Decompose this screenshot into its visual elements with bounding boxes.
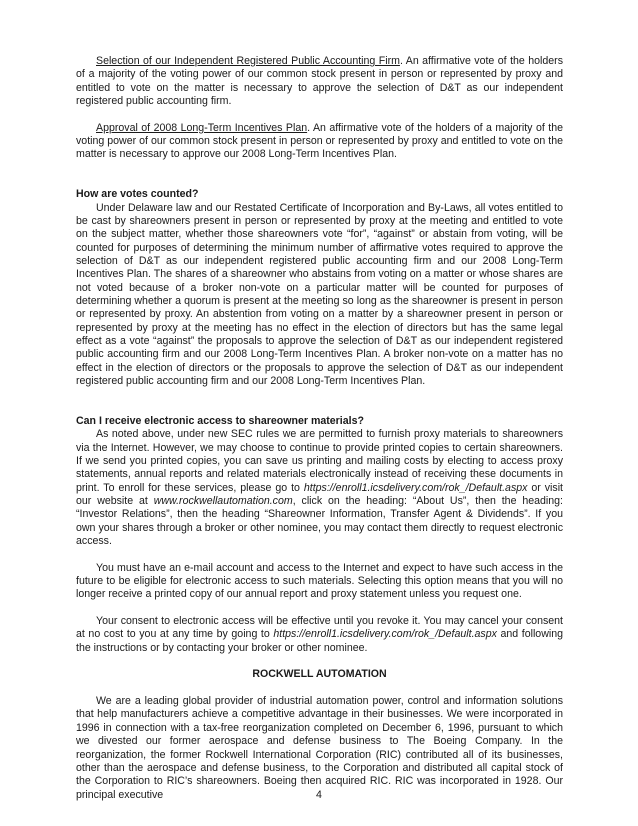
ea-p1-text-b: or visit our website at [76, 481, 563, 507]
company-text: We are a leading global provider of industrial automation power, control and information solutions that help manufacturers achieve a competitive advantage in their businesses. We were incorporated in 1996 in connection with a tax-free reorganization completed on December 6, 1996, pursuant to which we divested our former aerospace and defense business to The Boeing Company. In the reorganization, the former Rockwell International Corporation (RIC) contributed all of its businesses, other than the aerospace and defense business, to the Corporation and distributed all capital stock of the Corporation to RIC’s shareowners. Boeing then acquired RIC. RIC was incorporated in 1928. Our principal executive [76, 695, 563, 801]
electronic-access-paragraph-2: You must have an e-mail account and access to the Internet and expect to have such access in the future to be eligible for electronic access to such materials. Selecting this option means that you will no longer receive a printed copy of our annual report and proxy statement unless you request one. [76, 561, 563, 601]
electronic-access-paragraph-1 [76, 428, 563, 548]
ea-p1-text-c: , click on the heading: “About Us”, then the heading: “Investor Relations”, then the heading “Shareowner Information, Transfer Agent & Dividends”. If you own your shares through a broker or other nominee, you may contact them directly to request electronic access. [76, 494, 563, 547]
enroll-url[interactable]: https://enroll1.icsdelivery.com/rok_/Default.aspx [303, 481, 528, 494]
document-page [76, 55, 563, 802]
votes-counted-heading: How are votes counted? [76, 188, 199, 201]
company-heading: ROCKWELL AUTOMATION [252, 668, 387, 681]
ea-p1-text-a: As noted above, under new SEC rules we are permitted to furnish proxy materials to shareowners via the Internet. However, we may choose to continue to provide printed copies to certain shareowners. If we send you printed copies, you can save us printing and mailing costs by electing to access proxy statements, annual reports and related materials electronically instead of receiving these documents in print. To enroll for these services, please go to [76, 428, 563, 494]
selection-firm-text: . An affirmative vote of the holders of a majority of the voting power of our common stock present in person or represented by proxy and entitled to vote on the matter is necessary to approve the selection of D&T as our independent registered public accounting firm. [76, 55, 563, 108]
incentives-plan-text: . An affirmative vote of the holders of a majority of the voting power of our common stock present in person or represented by proxy and entitled to vote on the matter is necessary to approve our 2008 Long-Term Incentives Plan. [76, 121, 563, 161]
enroll-url-2[interactable]: https://enroll1.icsdelivery.com/rok_/Default.aspx [273, 628, 497, 641]
selection-firm-heading: Selection of our Independent Registered Public Accounting Firm [96, 55, 400, 67]
ea-p3-text-a: Your consent to electronic access will be effective until you revoke it. You may cancel your consent at no cost to you at any time by going to [76, 615, 563, 641]
paragraph-incentives-plan [76, 122, 563, 162]
votes-counted-text: Under Delaware law and our Restated Certificate of Incorporation and By-Laws, all votes entitled to be cast by shareowners present in person or represented by proxy at the meeting and entitled to vote on the subject matter, whether those shareowners vote “for”, “against” or abstain from voting, will be counted for purposes of determining the minimum number of affirmative votes required to approve the selection of D&T as our independent registered public accounting firm and our 2008 Long-Term Incentives Plan. The shares of a shareowner who abstains from voting on a matter or whose shares are not voted because of a broker non-vote on a particular matter will be counted for purposes of determining whether a quorum is present at the meeting so long as the shareowner is present in person or represented by proxy. An abstention from voting on a matter by a shareowner present in person or represented by proxy at the meeting has no effect in the election of directors but has the same legal effect as a vote “against” the proposals to approve the selection of D&T as our independent registered public accounting firm and our 2008 Long-Term Incentives Plan. A broker non-vote on a matter has no effect in the election of directors or the proposals to approve the selection of D&T as our independent registered public accounting firm and our 2008 Long-Term Incentives Plan. [76, 201, 563, 388]
ea-p3-text-b: and following the instructions or by contacting your broker or other nominee. [76, 628, 563, 654]
incentives-plan-heading: Approval of 2008 Long-Term Incentives Plan [96, 121, 308, 134]
electronic-access-heading: Can I receive electronic access to shareowner materials? [76, 414, 364, 427]
electronic-access-paragraph-3 [76, 615, 563, 655]
page-number: 4 [316, 789, 322, 801]
website-url[interactable]: www.rockwellautomation.com [153, 494, 293, 507]
paragraph-selection-firm [76, 55, 563, 108]
